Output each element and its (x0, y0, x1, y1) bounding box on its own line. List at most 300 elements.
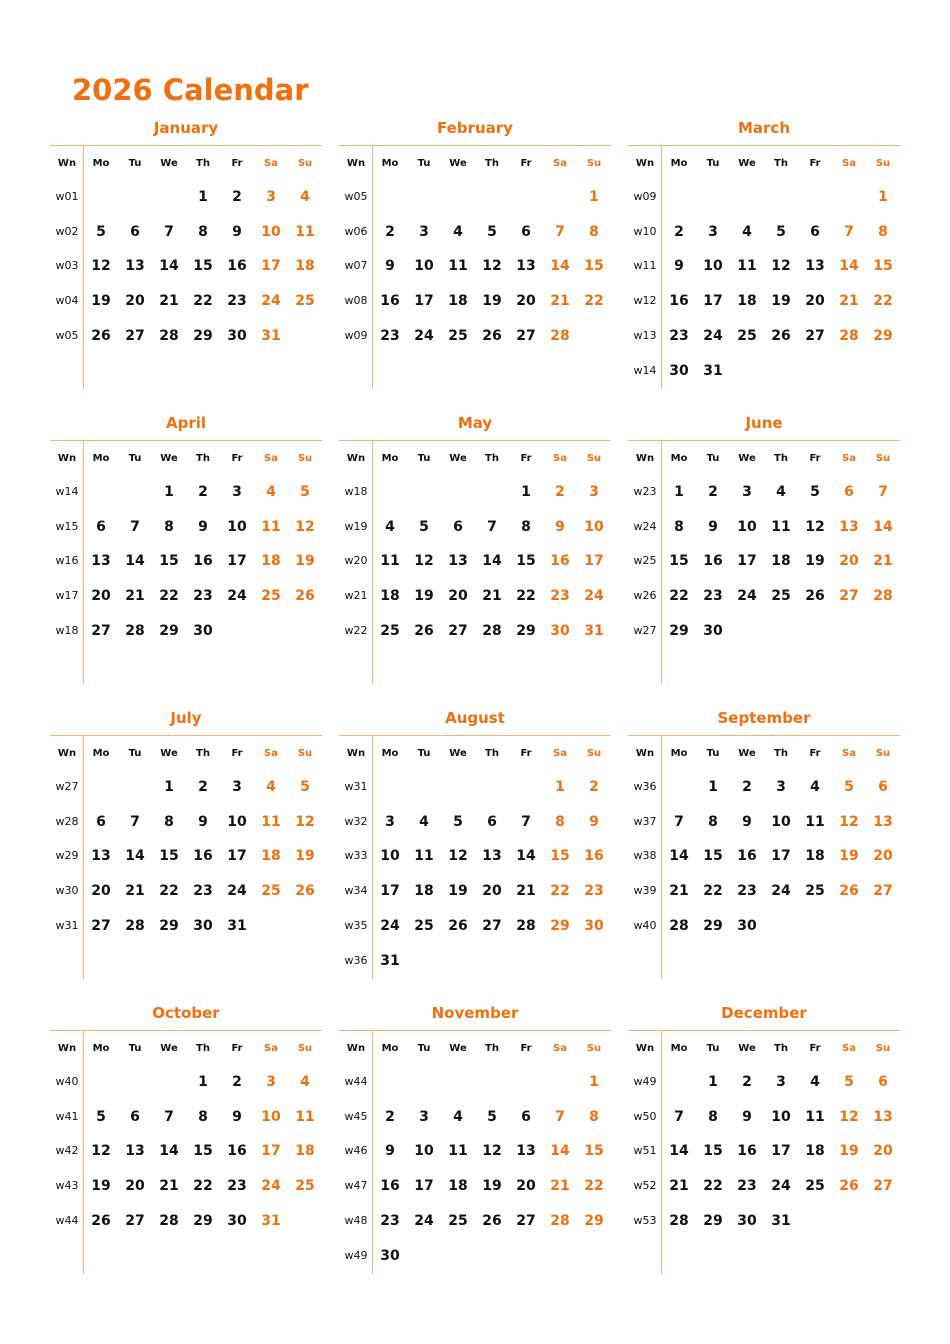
day-cell: 18 (414, 883, 434, 900)
month-divider (50, 145, 322, 146)
weekday-header: Wn (57, 453, 77, 464)
day-cell: 26 (482, 1212, 502, 1229)
day-cell: 2 (742, 1074, 752, 1090)
day-cell: 25 (295, 293, 315, 310)
week-number: w49 (633, 1075, 657, 1088)
day-cell: 16 (193, 553, 213, 570)
weekday-header: Sa (264, 748, 278, 759)
day-cell: 20 (873, 1143, 893, 1160)
day-cell: 14 (550, 1143, 570, 1160)
day-cell: 1 (164, 779, 174, 795)
day-cell: 8 (589, 223, 599, 240)
day-cell: 14 (873, 518, 893, 535)
day-cell: 19 (839, 848, 859, 865)
weekday-header: Tu (128, 158, 142, 169)
weekday-header: We (449, 453, 467, 464)
weekday-header: Mo (670, 1043, 688, 1054)
day-cell: 2 (674, 223, 684, 240)
day-cell: 5 (96, 223, 106, 240)
day-cell: 20 (91, 588, 111, 605)
weekday-header: Wn (635, 748, 655, 759)
day-cell: 2 (708, 484, 718, 500)
day-cell: 9 (385, 258, 395, 275)
weekday-header: Fr (809, 1043, 821, 1054)
day-cell: 11 (414, 848, 434, 865)
day-cell: 31 (771, 1212, 791, 1229)
day-cell: 25 (380, 622, 400, 639)
day-cell: 12 (771, 258, 791, 275)
week-number: w22 (344, 623, 368, 637)
day-cell: 1 (878, 189, 888, 205)
week-number: w04 (55, 294, 79, 308)
day-cell: 17 (261, 1143, 281, 1160)
day-cell: 1 (198, 189, 208, 205)
week-number: w06 (344, 224, 368, 238)
weekday-header: We (160, 158, 178, 169)
day-cell: 24 (261, 1178, 281, 1195)
weekday-header: We (449, 158, 467, 169)
week-number: w40 (633, 918, 657, 932)
week-number: w33 (344, 849, 368, 863)
week-number: w05 (344, 190, 368, 203)
day-cell: 18 (448, 1178, 468, 1195)
weekday-header: Sa (264, 158, 278, 169)
day-cell: 19 (805, 553, 825, 570)
day-cell: 27 (482, 917, 502, 934)
day-cell: 17 (380, 883, 400, 900)
day-cell: 17 (737, 553, 757, 570)
weekday-header: We (738, 453, 756, 464)
day-cell: 18 (805, 1143, 825, 1160)
day-cell: 27 (91, 622, 111, 639)
week-number: w11 (633, 259, 657, 273)
day-cell: 11 (771, 518, 791, 535)
weekday-header: Mo (381, 748, 399, 759)
day-cell: 8 (164, 813, 174, 830)
month-name: June (745, 414, 783, 432)
day-cell: 19 (448, 883, 468, 900)
day-cell: 3 (589, 484, 599, 500)
weekday-header: Fr (231, 453, 243, 464)
day-cell: 4 (300, 189, 310, 205)
page-title: 2026 Calendar (72, 73, 309, 107)
day-cell: 23 (193, 883, 213, 900)
weekday-header: We (160, 748, 178, 759)
weekday-header: Th (485, 453, 499, 464)
weekday-header: Wn (346, 1043, 366, 1054)
week-number: w31 (344, 780, 368, 793)
day-cell: 12 (295, 518, 315, 535)
day-cell: 6 (96, 518, 106, 535)
weekday-header: Wn (346, 158, 366, 169)
day-cell: 20 (873, 848, 893, 865)
day-cell: 16 (227, 258, 247, 275)
weekday-header: Tu (706, 453, 720, 464)
day-cell: 3 (266, 189, 276, 205)
day-cell: 28 (125, 622, 145, 639)
weekday-header: Fr (809, 158, 821, 169)
day-cell: 8 (198, 1108, 208, 1125)
weekday-header: Th (774, 748, 788, 759)
day-cell: 7 (130, 518, 140, 535)
day-cell: 30 (380, 1247, 400, 1264)
week-number: w48 (344, 1213, 368, 1227)
day-cell: 4 (266, 779, 276, 795)
day-cell: 9 (708, 518, 718, 535)
day-cell: 20 (839, 553, 859, 570)
day-cell: 29 (873, 327, 893, 344)
day-cell: 24 (414, 327, 434, 344)
week-number: w43 (55, 1179, 79, 1193)
day-cell: 14 (125, 553, 145, 570)
day-cell: 6 (96, 813, 106, 830)
day-cell: 1 (198, 1074, 208, 1090)
day-cell: 6 (453, 518, 463, 535)
day-cell: 23 (737, 1178, 757, 1195)
day-cell: 3 (232, 779, 242, 795)
day-cell: 19 (414, 588, 434, 605)
month-february (339, 118, 611, 393)
month-divider (339, 1030, 611, 1031)
day-cell: 28 (159, 327, 179, 344)
day-cell: 31 (584, 622, 604, 639)
day-cell: 11 (448, 1143, 468, 1160)
day-cell: 28 (669, 917, 689, 934)
week-number: w21 (344, 589, 368, 603)
weekday-header: Sa (264, 453, 278, 464)
day-cell: 12 (414, 553, 434, 570)
day-cell: 22 (193, 293, 213, 310)
day-cell: 5 (453, 813, 463, 830)
week-number: w13 (633, 328, 657, 342)
day-cell: 9 (232, 223, 242, 240)
day-cell: 11 (295, 223, 315, 240)
week-number: w16 (55, 554, 79, 568)
week-number: w36 (344, 953, 368, 967)
day-cell: 3 (742, 484, 752, 500)
day-cell: 25 (261, 588, 281, 605)
day-cell: 2 (385, 223, 395, 240)
day-cell: 18 (771, 553, 791, 570)
day-cell: 17 (584, 553, 604, 570)
day-cell: 26 (414, 622, 434, 639)
day-cell: 23 (550, 588, 570, 605)
month-january (50, 118, 322, 393)
day-cell: 4 (419, 813, 429, 830)
day-cell: 25 (805, 1178, 825, 1195)
week-number: w10 (633, 224, 657, 238)
day-cell: 14 (159, 1143, 179, 1160)
day-cell: 6 (521, 223, 531, 240)
day-cell: 17 (703, 293, 723, 310)
day-cell: 31 (380, 952, 400, 969)
day-cell: 15 (159, 553, 179, 570)
day-cell: 5 (300, 484, 310, 500)
day-cell: 1 (555, 779, 565, 795)
week-number: w14 (633, 363, 657, 377)
day-cell: 10 (703, 258, 723, 275)
day-cell: 15 (703, 1143, 723, 1160)
day-cell: 4 (810, 1074, 820, 1090)
day-cell: 26 (805, 588, 825, 605)
day-cell: 23 (193, 588, 213, 605)
day-cell: 12 (448, 848, 468, 865)
day-cell: 19 (295, 553, 315, 570)
day-cell: 9 (555, 518, 565, 535)
day-cell: 27 (873, 1178, 893, 1195)
month-divider (339, 735, 611, 736)
day-cell: 5 (487, 1108, 497, 1125)
weekday-header: Th (774, 158, 788, 169)
day-cell: 10 (380, 848, 400, 865)
week-number: w23 (633, 485, 657, 498)
week-number: w28 (55, 814, 79, 828)
day-cell: 28 (516, 917, 536, 934)
month-september (628, 708, 900, 983)
day-cell: 13 (805, 258, 825, 275)
day-cell: 13 (516, 1143, 536, 1160)
week-number: w37 (633, 814, 657, 828)
weekday-header: Su (586, 158, 602, 169)
weekday-header: Su (297, 158, 313, 169)
weekday-header: Tu (417, 453, 431, 464)
month-june (628, 413, 900, 688)
week-number: w44 (344, 1075, 368, 1088)
day-cell: 19 (839, 1143, 859, 1160)
day-cell: 1 (674, 484, 684, 500)
day-cell: 20 (125, 1178, 145, 1195)
day-cell: 26 (91, 327, 111, 344)
month-april (50, 413, 322, 688)
day-cell: 30 (227, 1212, 247, 1229)
weekday-header: Fr (809, 453, 821, 464)
month-august (339, 708, 611, 983)
day-cell: 9 (742, 813, 752, 830)
day-cell: 13 (873, 813, 893, 830)
week-number: w14 (55, 485, 79, 498)
day-cell: 8 (708, 813, 718, 830)
day-cell: 13 (91, 848, 111, 865)
day-cell: 28 (550, 327, 570, 344)
day-cell: 10 (584, 518, 604, 535)
month-name: April (165, 414, 207, 432)
weekday-header: Sa (842, 453, 856, 464)
day-cell: 13 (91, 553, 111, 570)
day-cell: 16 (669, 293, 689, 310)
day-cell: 9 (674, 258, 684, 275)
weekday-header: Th (196, 453, 210, 464)
day-cell: 19 (91, 1178, 111, 1195)
day-cell: 7 (674, 813, 684, 830)
weekday-header: Tu (417, 1043, 431, 1054)
week-number: w24 (633, 519, 657, 533)
weekday-header: Mo (92, 1043, 110, 1054)
day-cell: 26 (771, 327, 791, 344)
weekday-header: We (738, 1043, 756, 1054)
week-number: w27 (55, 780, 79, 793)
day-cell: 4 (742, 223, 752, 240)
day-cell: 29 (516, 622, 536, 639)
month-divider (50, 440, 322, 441)
weekday-header: Sa (842, 1043, 856, 1054)
day-cell: 8 (164, 518, 174, 535)
day-cell: 8 (878, 223, 888, 240)
day-cell: 25 (414, 917, 434, 934)
day-cell: 17 (227, 848, 247, 865)
day-cell: 23 (737, 883, 757, 900)
day-cell: 26 (839, 1178, 859, 1195)
week-number: w18 (344, 485, 368, 498)
day-cell: 13 (448, 553, 468, 570)
day-cell: 30 (550, 622, 570, 639)
month-october (50, 1003, 322, 1278)
month-name: July (170, 709, 202, 727)
week-number: w31 (55, 918, 79, 932)
day-cell: 8 (708, 1108, 718, 1125)
day-cell: 9 (589, 813, 599, 830)
day-cell: 16 (737, 848, 757, 865)
day-cell: 11 (805, 1108, 825, 1125)
day-cell: 25 (295, 1178, 315, 1195)
day-cell: 22 (516, 588, 536, 605)
day-cell: 7 (878, 484, 888, 500)
day-cell: 5 (300, 779, 310, 795)
weekday-header: Sa (264, 1043, 278, 1054)
weekday-header: Wn (635, 158, 655, 169)
weekday-header: Th (196, 748, 210, 759)
weekday-header: Th (774, 1043, 788, 1054)
day-cell: 2 (198, 779, 208, 795)
day-cell: 19 (295, 848, 315, 865)
day-cell: 29 (193, 327, 213, 344)
week-number: w07 (344, 259, 368, 273)
day-cell: 12 (482, 1143, 502, 1160)
day-cell: 28 (159, 1212, 179, 1229)
day-cell: 21 (125, 588, 145, 605)
week-number: w35 (344, 918, 368, 932)
day-cell: 6 (844, 484, 854, 500)
day-cell: 29 (550, 917, 570, 934)
day-cell: 25 (261, 883, 281, 900)
week-number: w36 (633, 780, 657, 793)
day-cell: 8 (674, 518, 684, 535)
day-cell: 26 (295, 588, 315, 605)
weekday-header: Fr (809, 748, 821, 759)
weekday-header: Mo (670, 158, 688, 169)
week-number: w03 (55, 259, 79, 273)
day-cell: 16 (703, 553, 723, 570)
day-cell: 9 (385, 1143, 395, 1160)
month-divider (628, 735, 900, 736)
day-cell: 15 (193, 258, 213, 275)
day-cell: 18 (805, 848, 825, 865)
weekday-header: Su (875, 1043, 891, 1054)
day-cell: 22 (669, 588, 689, 605)
day-cell: 7 (844, 223, 854, 240)
day-cell: 12 (91, 258, 111, 275)
weekday-header: Wn (346, 453, 366, 464)
day-cell: 11 (448, 258, 468, 275)
day-cell: 14 (550, 258, 570, 275)
day-cell: 22 (193, 1178, 213, 1195)
weekday-header: We (449, 748, 467, 759)
weekday-header: Th (485, 1043, 499, 1054)
day-cell: 15 (516, 553, 536, 570)
day-cell: 23 (227, 1178, 247, 1195)
weekday-header: We (738, 748, 756, 759)
weekday-header: Tu (128, 1043, 142, 1054)
day-cell: 17 (414, 293, 434, 310)
day-cell: 7 (130, 813, 140, 830)
day-cell: 27 (839, 588, 859, 605)
week-number: w29 (55, 849, 79, 863)
weekday-header: Fr (520, 1043, 532, 1054)
day-cell: 21 (839, 293, 859, 310)
weekday-header: Tu (417, 158, 431, 169)
day-cell: 23 (380, 327, 400, 344)
day-cell: 18 (380, 588, 400, 605)
day-cell: 16 (380, 1178, 400, 1195)
day-cell: 1 (708, 779, 718, 795)
day-cell: 25 (771, 588, 791, 605)
weekday-header: Tu (128, 748, 142, 759)
day-cell: 26 (839, 883, 859, 900)
day-cell: 10 (227, 518, 247, 535)
weekday-header: Su (586, 453, 602, 464)
day-cell: 15 (550, 848, 570, 865)
month-march (628, 118, 900, 393)
day-cell: 20 (516, 1178, 536, 1195)
day-cell: 3 (419, 223, 429, 240)
weekday-header: Th (774, 453, 788, 464)
week-number: w46 (344, 1144, 368, 1158)
day-cell: 11 (295, 1108, 315, 1125)
weekday-header: Th (485, 748, 499, 759)
week-number: w52 (633, 1179, 657, 1193)
day-cell: 24 (227, 588, 247, 605)
day-cell: 24 (380, 917, 400, 934)
weekday-header: Mo (92, 748, 110, 759)
month-name: January (153, 119, 219, 137)
day-cell: 22 (159, 588, 179, 605)
day-cell: 21 (669, 883, 689, 900)
day-cell: 23 (669, 327, 689, 344)
day-cell: 1 (589, 189, 599, 205)
week-number: w39 (633, 884, 657, 898)
weekday-header: Th (196, 158, 210, 169)
day-cell: 7 (674, 1108, 684, 1125)
day-cell: 21 (550, 1178, 570, 1195)
day-cell: 14 (669, 848, 689, 865)
day-cell: 12 (295, 813, 315, 830)
day-cell: 10 (771, 813, 791, 830)
day-cell: 28 (125, 917, 145, 934)
day-cell: 3 (776, 779, 786, 795)
month-divider (50, 735, 322, 736)
month-may (339, 413, 611, 688)
day-cell: 24 (737, 588, 757, 605)
week-number: w45 (344, 1109, 368, 1123)
day-cell: 5 (776, 223, 786, 240)
week-number: w26 (633, 589, 657, 603)
week-number: w51 (633, 1144, 657, 1158)
day-cell: 30 (703, 622, 723, 639)
week-number: w49 (344, 1248, 368, 1262)
day-cell: 19 (91, 293, 111, 310)
day-cell: 17 (227, 553, 247, 570)
day-cell: 26 (91, 1212, 111, 1229)
month-divider (628, 1030, 900, 1031)
